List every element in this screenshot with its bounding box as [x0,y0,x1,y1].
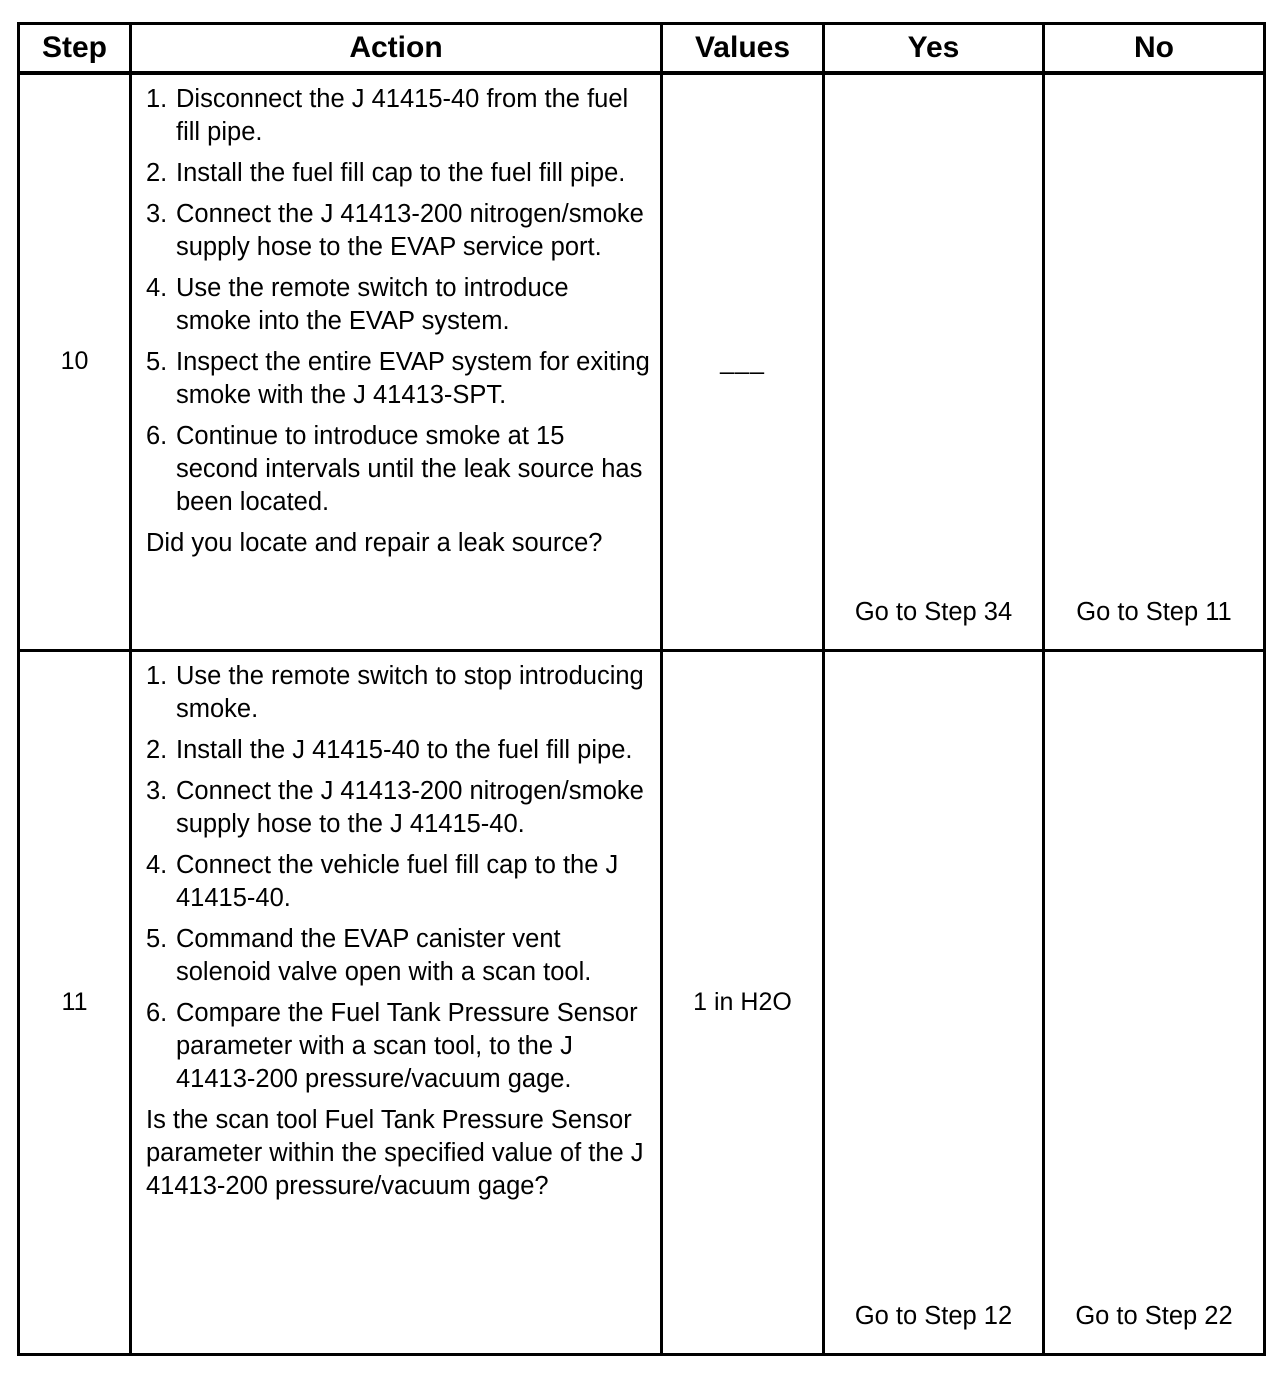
value-text: ___ [720,347,765,376]
header-yes: Yes [824,24,1044,74]
step-text: Disconnect the J 41415-40 from the fuel fill pipe. [176,85,629,146]
action-step [146,272,650,338]
diagnostic-table [17,22,1266,1356]
value-cell [662,650,824,1354]
step-text: Connect the vehicle fuel fill cap to the J 41415-40. [176,850,619,912]
step-number: 11 [19,650,131,1354]
step-index: 2. [146,159,168,187]
step-index: 2. [146,735,168,764]
action-step [146,734,650,767]
step-text: Command the EVAP canister vent solenoid valve open with a scan tool. [176,924,592,986]
header-row [19,24,1265,74]
step-text: Continue to introduce smoke at 15 second intervals until the leak source has been located. [176,422,643,516]
step-index: 3. [146,776,168,805]
action-cell [131,650,662,1354]
action-steps [146,83,650,519]
step-text: Use the remote switch to stop introducing smoke. [176,661,644,723]
action-cell [131,73,662,650]
header-values: Values [662,24,824,74]
action-steps [146,660,650,1096]
step-index: 4. [146,274,168,302]
step-number: 10 [19,73,131,650]
step-index: 1. [146,85,168,113]
step-index: 5. [146,348,168,376]
step-index: 1. [146,661,168,690]
step-index: 5. [146,924,168,953]
step-text: Use the remote switch to introduce smoke into the EVAP system. [176,274,569,335]
step-index: 4. [146,850,168,879]
table-row [19,73,1265,650]
value-cell [662,73,824,650]
action-step [146,157,650,190]
no-cell: Go to Step 11 [1044,73,1265,650]
yes-cell: Go to Step 12 [824,650,1044,1354]
yes-cell: Go to Step 34 [824,73,1044,650]
action-step [146,346,650,412]
action-step [146,849,650,915]
step-text: Inspect the entire EVAP system for exiting smoke with the J 41413-SPT. [176,348,650,409]
action-question: Is the scan tool Fuel Tank Pressure Sensor parameter within the specified value of the J 41413-200 pressure/vacuum gage? [146,1105,644,1200]
step-index: 6. [146,422,168,450]
step-index: 6. [146,998,168,1027]
step-text: Install the fuel fill cap to the fuel fill pipe. [176,159,626,187]
action-step [146,660,650,726]
action-step [146,997,650,1096]
action-step [146,420,650,519]
step-index: 3. [146,200,168,228]
action-step [146,83,650,149]
action-question: Did you locate and repair a leak source? [146,529,603,557]
no-cell: Go to Step 22 [1044,650,1265,1354]
action-step [146,923,650,989]
step-text: Compare the Fuel Tank Pressure Sensor parameter with a scan tool, to the J 41413-200 pressure/vacuum gage. [176,998,638,1093]
header-action: Action [131,24,662,74]
action-step [146,775,650,841]
header-no: No [1044,24,1265,74]
step-text: Connect the J 41413-200 nitrogen/smoke supply hose to the EVAP service port. [176,200,644,261]
step-text: Connect the J 41413-200 nitrogen/smoke supply hose to the J 41415-40. [176,776,644,838]
header-step: Step [19,24,131,74]
table-row [19,650,1265,1354]
action-step [146,198,650,264]
step-text: Install the J 41415-40 to the fuel fill pipe. [176,735,633,764]
value-text: 1 in H2O [693,987,792,1016]
